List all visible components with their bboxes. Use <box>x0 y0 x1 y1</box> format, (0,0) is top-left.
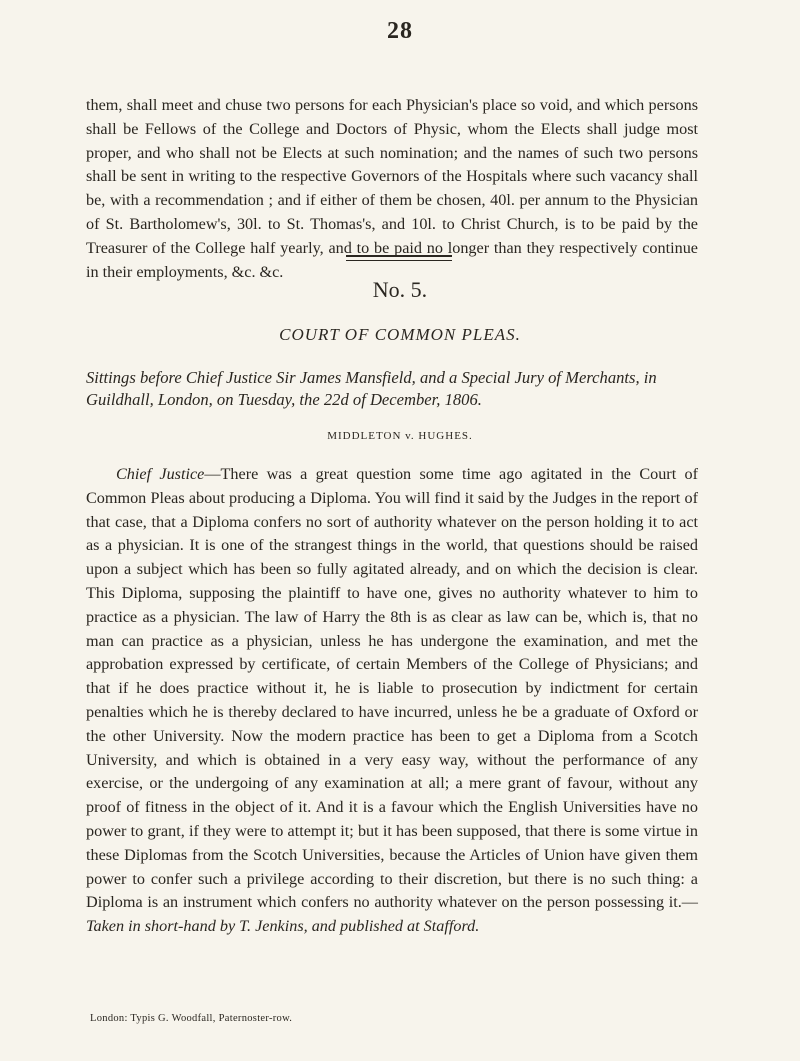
opening-paragraph: them, shall meet and chuse two persons for each Physician's place so void, and which persons shall be Fellows of the College and Doctors of Physic, whom the Elects shall judge most proper, and who shall not be Elects at such nomination; and the names of such two persons shall be sent in writing to the respective Governors of the Hospitals where such vacancy shall be, with a recommendation ; and if either of them be chosen, 40l. per annum to the Physician of St. Bartholomew's, 30l. to St. Thomas's, and 10l. to Christ Church, is to be paid by the Treasurer of the College half yearly, and to be paid no longer than they respectively continue in their employments, &c. &c. <box>86 96 698 281</box>
sittings-line: Sittings before Chief Justice Sir James Mansfield, and a Special Jury of Merchants, in Guildhall, London, on Tuesday, the 22d of December, 1806. <box>86 368 657 409</box>
case-number: No. 5. <box>372 277 428 302</box>
report-citation: Taken in short-hand by T. Jenkins, and published at Stafford. <box>86 917 480 936</box>
judgment-body: —There was a great question some time ago agitated in the Court of Common Pleas about producing a Diploma. You will find it said by the Judges in the report of that case, that a Diploma confers no sort of authority whatever on the person holding it to act as a physician. It is one of the strangest things in the world, that questions should be raised upon a subject which has been so fully agitated already, and on which the decision is clear. This Diploma, supposing the plaintiff to have one, gives no authority whatever to him to practice as a physician. The law of Harry the 8th is as clear as law can be, which is, that no man can practice as a physician, unless he has undergone the examination, and met the approbation expressed by certificate, of certain Members of the College of Physicians; and that if he does practice without it, he is liable to prosecution by indictment for certain penalties which he is thereby declared to have incurred, unless he be a graduate of Oxford or the other University. Now the modern practice has been to get a Diploma from a Scotch University, and which is obtained in a very easy way, without the performance of any exercise, or the undergoing of any examination at all; a mere grant of favour, without any proof of fitness in the object of it. And it is a favour which the English Universities have no power to grant, if they were to attempt it; but it has been supposed, that there is some virtue in these Diplomas from the Scotch Universities, because the Articles of Union have given them power to confer such a privilege according to their discretion, but there is no such thing: a Diploma is an instrument which confers no authority whatever on the person possessing it.— <box>86 465 699 912</box>
section-divider-thin <box>346 260 452 261</box>
judgment-paragraph <box>86 463 698 939</box>
printer-imprint: London: Typis G. Woodfall, Paternoster-row. <box>90 1013 293 1024</box>
judgment-speaker: Chief Justice <box>116 465 205 483</box>
section-divider-thick <box>346 255 452 257</box>
case-parties: MIDDLETON v. HUGHES. <box>327 430 473 442</box>
court-heading: COURT OF COMMON PLEAS. <box>279 325 521 344</box>
page-number: 28 <box>387 18 413 44</box>
